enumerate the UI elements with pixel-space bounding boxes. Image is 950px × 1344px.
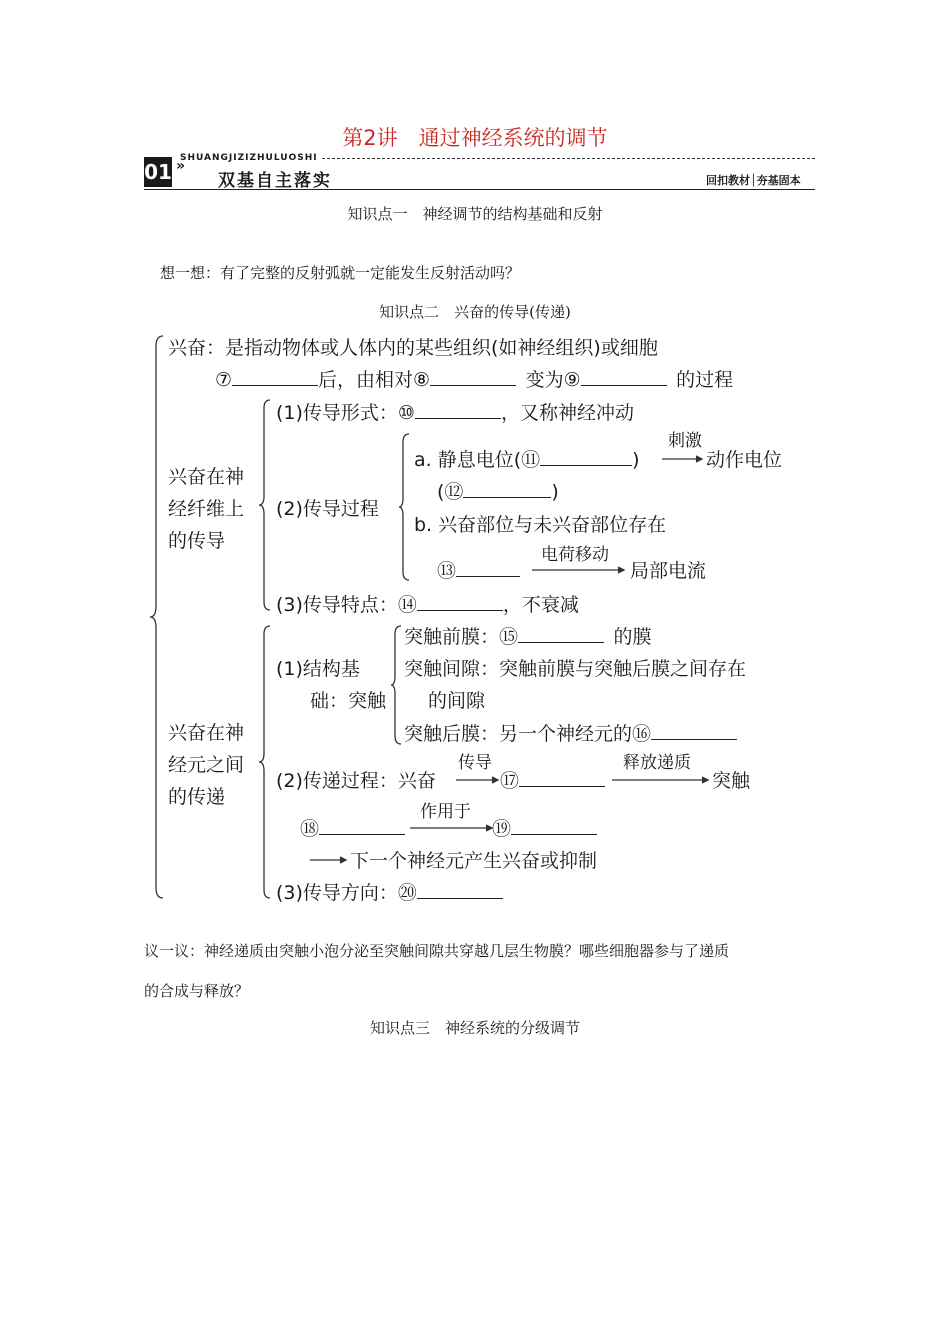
arrow-icon [532, 566, 628, 574]
blank-15 [518, 624, 604, 643]
section-pinyin: SHUANGJIZIZHULUOSHI [180, 153, 318, 163]
close-paren-2: ) [551, 481, 559, 503]
n19: ⑲ [492, 818, 512, 840]
outer-brace [148, 334, 168, 900]
n12: (⑫ [437, 481, 464, 503]
conduction-process-label: (2)传导过程 [276, 498, 379, 520]
presynaptic: 突触前膜：⑮ [404, 626, 519, 648]
blank-18 [319, 816, 405, 835]
synaptic-gap-2: 的间隙 [428, 690, 486, 712]
synapse-brace [390, 624, 404, 746]
after-text: 后，由相对⑧ [318, 369, 431, 391]
section-name: 双基自主落实 [218, 171, 332, 191]
action-potential: 动作电位 [706, 449, 783, 471]
postsynaptic-line [404, 719, 737, 746]
neuron-label-2: 经元之间 [168, 754, 245, 776]
neuron-label-1: 兴奋在神 [168, 722, 245, 744]
n19-line [492, 814, 597, 841]
fiber-label-2: 经纤维上 [168, 498, 245, 520]
also-called: ，又称神经冲动 [500, 402, 634, 424]
n17-line [500, 766, 605, 793]
discuss-question-1: 议一议：神经递质由突触小泡分泌至突触间隙共穿越几层生物膜？哪些细胞器参与了递质 [144, 942, 730, 960]
n13: ⑬ [437, 560, 457, 582]
transmit-direction [276, 878, 503, 905]
process-text: 的过程 [676, 369, 734, 391]
structure-label-2: 础：突触 [310, 690, 387, 712]
blank-17 [519, 768, 605, 787]
section-dashed-line [322, 158, 815, 159]
process-brace [398, 432, 412, 582]
n7: ⑦ [215, 369, 233, 391]
kp1-heading: 知识点一 神经调节的结构基础和反射 [347, 205, 603, 223]
blank-9 [581, 367, 667, 386]
blank-8 [430, 367, 516, 386]
release-label: 释放递质 [623, 753, 691, 773]
section-number: 01 [144, 157, 172, 187]
stimulus-label: 刺激 [668, 431, 702, 451]
blank-11 [540, 447, 632, 466]
static-potential: a. 静息电位(⑪ [414, 449, 541, 471]
blank-12 [463, 479, 551, 498]
static-potential-line [414, 445, 640, 472]
think-question: 想一想：有了完整的反射弧就一定能发生反射活动吗？ [160, 264, 521, 282]
blank-19 [511, 816, 597, 835]
neuron-brace [258, 624, 274, 900]
n13-line [437, 556, 520, 583]
synaptic-gap-1: 突触间隙：突触前膜与突触后膜之间存在 [404, 658, 747, 680]
local-current: 局部电流 [630, 560, 707, 582]
b-line: b. 兴奋部位与未兴奋部位存在 [414, 514, 667, 536]
becomes-text: 变为⑨ [525, 369, 581, 391]
page-title: 第2讲 通过神经系统的调节 [342, 126, 608, 150]
transmit-process: (2)传递过程：兴奋 [276, 770, 436, 792]
blank-16 [651, 721, 737, 740]
of-membrane: 的膜 [613, 626, 652, 648]
presynaptic-line [404, 622, 652, 649]
excite-definition: 兴奋：是指动物体或人体内的某些组织(如神经组织)或细胞 [168, 337, 658, 359]
conduct-label: 传导 [458, 753, 492, 773]
excite-definition-cont [215, 365, 733, 392]
n18: ⑱ [300, 818, 320, 840]
n18-line [300, 814, 405, 841]
structure-label-1: (1)结构基 [276, 658, 360, 680]
fiber-label-1: 兴奋在神 [168, 466, 245, 488]
n12-line [437, 477, 559, 504]
blank-10 [415, 400, 501, 419]
form-label: (1)传导形式：⑩ [276, 402, 415, 424]
neuron-label-3: 的传递 [168, 786, 226, 808]
arrow-icon [410, 824, 496, 832]
postsynaptic: 突触后膜：另一个神经元的⑯ [404, 723, 652, 745]
fiber-brace [258, 398, 274, 612]
feature-label: (3)传导特点：⑭ [276, 594, 417, 616]
arrow-icon [310, 856, 350, 864]
blank-14 [417, 592, 503, 611]
acts-on-label: 作用于 [420, 802, 471, 822]
arrow-icon [662, 455, 706, 463]
blank-7 [232, 367, 318, 386]
arrow-icon [612, 776, 712, 784]
discuss-question-2: 的合成与释放？ [144, 982, 250, 1000]
fiber-label-3: 的传导 [168, 530, 226, 552]
kp2-heading: 知识点二 兴奋的传导(传递) [379, 303, 571, 321]
n17: ⑰ [500, 770, 520, 792]
kp3-heading: 知识点三 神经系统的分级调节 [369, 1019, 580, 1037]
section-underline [144, 189, 815, 190]
conduction-form [276, 398, 634, 425]
arrow-icon [456, 776, 502, 784]
blank-13 [456, 558, 520, 577]
direction-label: (3)传导方向：⑳ [276, 882, 417, 904]
blank-20 [417, 880, 503, 899]
chevron-right-icon: » [176, 158, 186, 174]
close-paren: ) [632, 449, 640, 471]
section-tag: 回扣教材│夯基固本 [706, 174, 801, 187]
synapse-word: 突触 [712, 770, 751, 792]
next-neuron: 下一个神经元产生兴奋或抑制 [350, 850, 598, 872]
conduction-feature [276, 590, 579, 617]
charge-move-label: 电荷移动 [541, 545, 609, 565]
no-decay: ，不衰减 [502, 594, 579, 616]
